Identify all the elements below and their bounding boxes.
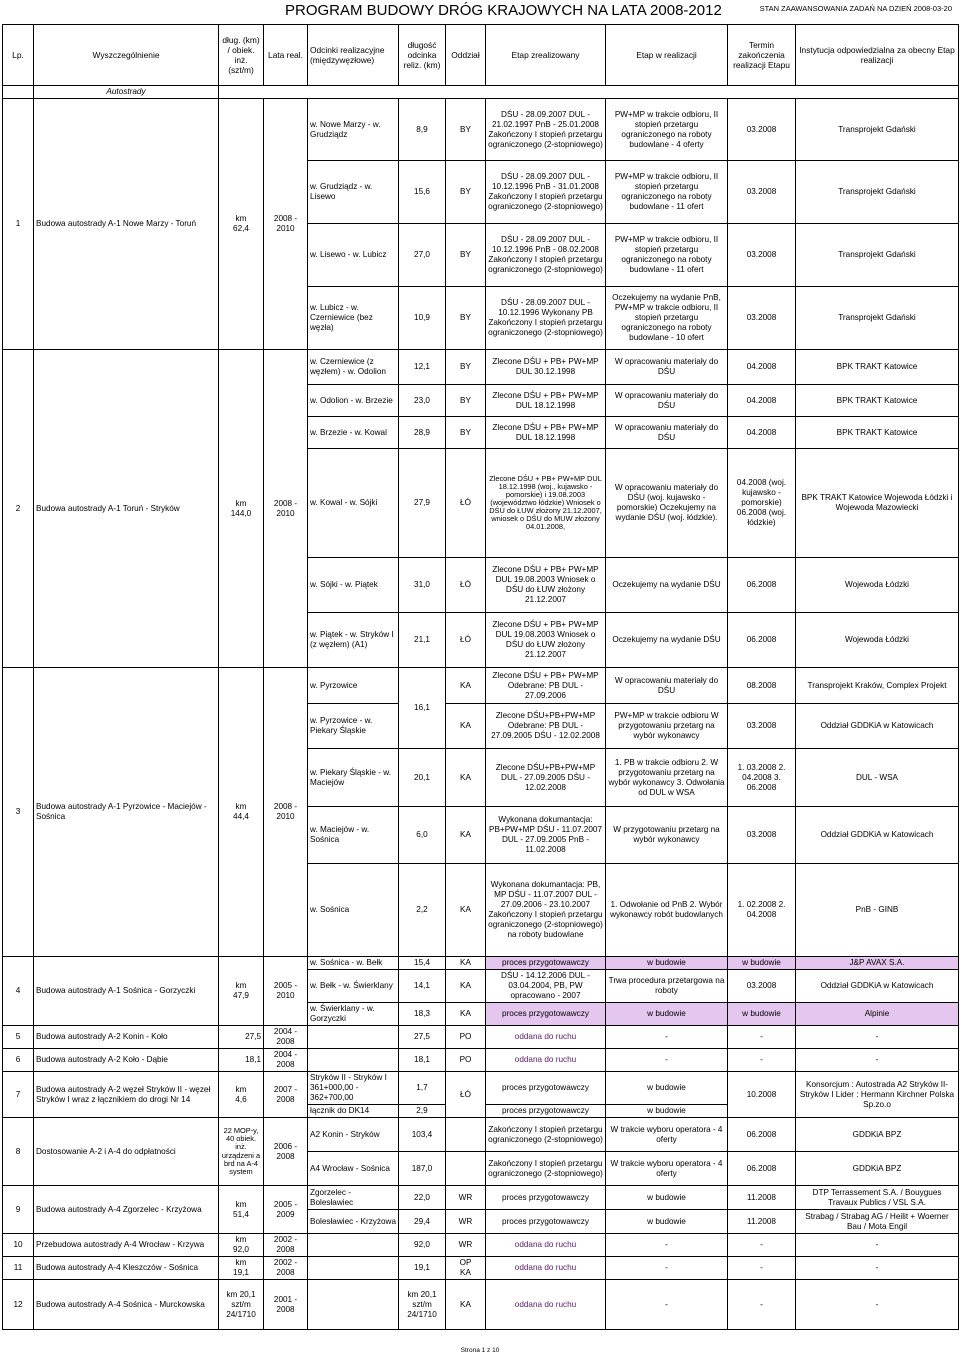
stage-current: - [606, 1280, 728, 1330]
segment: w. Sośnica [308, 864, 399, 957]
table-row [3, 1257, 959, 1280]
len-unit: km [235, 1235, 247, 1244]
table-row [3, 1280, 959, 1330]
deadline: 08.2008 [728, 668, 796, 704]
segment-length: 18,3 [399, 1003, 446, 1026]
branch: BY [446, 350, 486, 385]
deadline: - [728, 1049, 796, 1072]
stage-done: oddana do ruchu [486, 1280, 606, 1330]
stage-done: Zlecone DŚU + PB+ PW+MP DUL 30.12.1998 [486, 350, 606, 385]
deadline: 03.2008 [728, 224, 796, 287]
task-length: 4,6 [235, 1094, 247, 1104]
segment: w. Nowe Marzy - w. Grudziądz [308, 99, 399, 161]
segment-length: 19,1 [399, 1257, 446, 1280]
stage-current: w budowie [606, 1003, 728, 1026]
stage-current: Oczekujemy na wydanie PnB, PW+MP w trakcie odbioru, II stopień przetargu ograniczonego na roboty budowlane - 10 ofert [606, 287, 728, 350]
institution: GDDKiA BPZ [796, 1152, 959, 1186]
segment: w. Brzezie - w. Kowal [308, 417, 399, 449]
institution: Oddział GDDKiA w Katowicach [796, 970, 959, 1003]
task-name: Budowa autostrady A-4 Sośnica - Murckowska [34, 1280, 219, 1330]
years: 2006 - 2008 [264, 1118, 308, 1186]
stage-current: w budowie [606, 1210, 728, 1234]
deadline: 1. 02.2008 2. 04.2008 [728, 864, 796, 957]
institution: - [796, 1280, 959, 1330]
stage-current: W opracowaniu materiały do DŚU [606, 668, 728, 704]
segment: w. Sójki - w. Piątek [308, 558, 399, 613]
stage-done: proces przygotowawczy [486, 1105, 606, 1118]
institution: DUL - WSA [796, 749, 959, 807]
stage-current: W opracowaniu materiały do DŚU (woj. kujawsko - pomorskie) Oczekujemy na wydanie DŚU (woj. łódzkie). [606, 449, 728, 558]
deadline: w budowie [728, 1003, 796, 1026]
page-title: PROGRAM BUDOWY DRÓG KRAJOWYCH NA LATA 2008-2012 [285, 2, 722, 19]
task-length: 27,5 [219, 1026, 264, 1049]
len-unit: km [235, 1258, 247, 1267]
segment: w. Lubicz - w. Czerniewice (bez węzła) [308, 287, 399, 350]
segment: w. Bełk - w. Świerklany [308, 970, 399, 1003]
stage-done: Zlecone DŚU + PB+ PW+MP DUL 19.08.2003 Wniosek o DŚU do ŁUW złożony 21.12.2007 [486, 558, 606, 613]
lp: 8 [3, 1118, 34, 1186]
deadline: 03.2008 [728, 807, 796, 864]
segment-length: 6,0 [399, 807, 446, 864]
years: 2008 - 2010 [264, 350, 308, 668]
branch: KA [446, 749, 486, 807]
stage-current: PW+MP w trakcie odbioru W przygotowaniu przetarg na wybór wykonawcy [606, 704, 728, 749]
stage-current: Oczekujemy na wydanie DŚU [606, 558, 728, 613]
stage-current: w budowie [606, 1186, 728, 1210]
years: 2007 - 2008 [264, 1072, 308, 1118]
stage-current: w budowie [606, 957, 728, 970]
segment-length: 29,4 [399, 1210, 446, 1234]
status-date: STAN ZAAWANSOWANIA ZADAŃ NA DZIEŃ 2008-03-20 [759, 4, 952, 13]
table-row [3, 350, 959, 385]
lp: 10 [3, 1234, 34, 1257]
segment: Bolesławiec - Krzyżowa [308, 1210, 399, 1234]
branch: KA [446, 970, 486, 1003]
lp: 1 [3, 99, 34, 350]
lp: 7 [3, 1072, 34, 1118]
deadline: - [728, 1280, 796, 1330]
stage-current: w budowie [606, 1105, 728, 1118]
branch: BY [446, 287, 486, 350]
segment: w. Kowal - w. Sójki [308, 449, 399, 558]
table-row [3, 1026, 959, 1049]
stage-done: proces przygotowawczy [486, 1186, 606, 1210]
institution: - [796, 1234, 959, 1257]
branch: KA [460, 1268, 471, 1277]
years: 2005 - 2009 [264, 1186, 308, 1234]
institution: J&P AVAX S.A. [796, 957, 959, 970]
lp: 9 [3, 1186, 34, 1234]
deadline: 03.2008 [728, 99, 796, 161]
deadline: 10.2008 [728, 1072, 796, 1118]
roads-table [2, 24, 959, 1330]
stage-current: 1. Odwołanie od PnB 2. Wybór wykonawcy robót budowlanych [606, 864, 728, 957]
institution: Transprojekt Kraków, Complex Projekt [796, 668, 959, 704]
stage-done: Zakończony I stopień przetargu ograniczonego (2-stopniowego) [486, 1152, 606, 1186]
stage-current: - [606, 1257, 728, 1280]
institution: Transprojekt Gdański [796, 99, 959, 161]
segment-length: 2,2 [399, 864, 446, 957]
len-unit: km [235, 1199, 247, 1209]
segment-length: 2,9 [399, 1105, 446, 1118]
stage-done: DŚU - 28.09.2007 DUL - 10.12.1996 PnB - 08.02.2008 Zakończony I stopień przetargu ograniczonego (2-stopniowego) [486, 224, 606, 287]
stage-done: oddana do ruchu [486, 1257, 606, 1280]
institution: GDDKiA BPZ [796, 1118, 959, 1152]
task-name: Budowa autostrady A-1 Sośnica - Gorzyczki [34, 957, 219, 1026]
segment-length: 103,4 [399, 1118, 446, 1152]
col-odcinki: Odcinki realizacyjne (międzywęzłowe) [308, 25, 399, 86]
task-name: Budowa autostrady A-2 Koło - Dąbie [34, 1049, 219, 1072]
segment-length: 20,1 [399, 749, 446, 807]
segment: w. Odolion - w. Brzezie [308, 385, 399, 417]
years: 2004 - 2008 [264, 1026, 308, 1049]
segment: A4 Wrocław - Sośnica [308, 1152, 399, 1186]
task-name: Przebudowa autostrady A-4 Wrocław - Krzywa [34, 1234, 219, 1257]
stage-done: DŚU - 28.09.2007 DUL - 21.02.1997 PnB - 25.01.2008 Zakończony I stopień przetargu ograniczonego (2-stopniowego) [486, 99, 606, 161]
lp: 2 [3, 350, 34, 668]
len-unit: km [235, 498, 247, 508]
branch: PO [446, 1049, 486, 1072]
branch: WR [446, 1186, 486, 1210]
segment-length: 14,1 [399, 970, 446, 1003]
stage-done: DŚU - 28.09.2007 DUL - 10.12.1996 PnB - 31.01.2008 Zakończony I stopień przetargu ograniczonego (2-stopniowego) [486, 161, 606, 224]
stage-current: W trakcie wyboru operatora - 4 oferty [606, 1118, 728, 1152]
task-length: 18,1 [219, 1049, 264, 1072]
segment-length: 31,0 [399, 558, 446, 613]
col-instytucja: Instytucja odpowiedzialna za obecny Etap realizacji [796, 25, 959, 86]
years: 2008 - 2010 [264, 668, 308, 957]
branch: ŁÓ [446, 1072, 486, 1118]
col-dlugosc: dług. (km) / obiek. inż. (szt/m) [219, 25, 264, 86]
years: 2002 - 2008 [264, 1234, 308, 1257]
task-name: Budowa autostrady A-1 Toruń - Stryków [34, 350, 219, 668]
institution: - [796, 1026, 959, 1049]
lp: 6 [3, 1049, 34, 1072]
segment: w. Lisewo - w. Lubicz [308, 224, 399, 287]
stage-done: oddana do ruchu [486, 1234, 606, 1257]
task-length: km 20,1 szt/m 24/1710 [219, 1280, 264, 1330]
table-row [3, 99, 959, 161]
stage-done: DŚU - 14.12.2006 DUL - 03.04.2004, PB, PW opracowano - 2007 [486, 970, 606, 1003]
branch: ŁÓ [446, 558, 486, 613]
task-length: 44,4 [233, 812, 249, 821]
deadline: 06.2008 [728, 558, 796, 613]
segment: A2 Konin - Stryków [308, 1118, 399, 1152]
stage-current: W opracowaniu materiały do DŚU [606, 350, 728, 385]
institution: Alpinie [796, 1003, 959, 1026]
stage-current: - [606, 1234, 728, 1257]
deadline: 03.2008 [728, 970, 796, 1003]
institution: Wojewoda Łódzki [796, 613, 959, 668]
stage-done: proces przygotowawczy [486, 1210, 606, 1234]
deadline: 03.2008 [728, 161, 796, 224]
table-row [3, 668, 959, 704]
deadline: 06.2008 [728, 1152, 796, 1186]
deadline: 04.2008 [728, 385, 796, 417]
task-name: Dostosowanie A-2 i A-4 do odpłatności [34, 1118, 219, 1186]
deadline: 04.2008 [728, 417, 796, 449]
institution: Oddział GDDKiA w Katowicach [796, 807, 959, 864]
stage-current: - [606, 1049, 728, 1072]
stage-done: proces przygotowawczy [486, 1003, 606, 1026]
task-name: Budowa autostrady A-4 Kleszczów - Sośnica [34, 1257, 219, 1280]
segment-length: 92,0 [399, 1234, 446, 1257]
segment-length: 27,0 [399, 224, 446, 287]
stage-done: oddana do ruchu [486, 1026, 606, 1049]
task-name: Budowa autostrady A-1 Nowe Marzy - Toruń [34, 99, 219, 350]
segment: Zgorzelec - Bolesławiec [308, 1186, 399, 1210]
task-length: 92,0 [233, 1245, 249, 1254]
institution: DTP Terrassement S.A. / Bouygues Travaux Publics / VSL S.A. [796, 1186, 959, 1210]
branch: PO [446, 1026, 486, 1049]
stage-current: W opracowaniu materiały do DŚU [606, 385, 728, 417]
institution: BPK TRAKT Katowice [796, 385, 959, 417]
stage-current: Oczekujemy na wydanie DŚU [606, 613, 728, 668]
col-etap-w-realizacji: Etap w realizacji [606, 25, 728, 86]
deadline: 03.2008 [728, 704, 796, 749]
stage-done: Zlecone DŚU + PB+ PW+MP Odebrane: PB DUL - 27.09.2006 [486, 668, 606, 704]
lp: 5 [3, 1026, 34, 1049]
branch: BY [446, 161, 486, 224]
institution: BPK TRAKT Katowice [796, 350, 959, 385]
task-length: 22 MOP-y, 40 obiek. inż. urządzeni a brd na A-4 system [219, 1118, 264, 1186]
segment-length: 27,9 [399, 449, 446, 558]
segment: w. Grudziądz - w. Lisewo [308, 161, 399, 224]
segment: w. Piątek - w. Stryków I (z węzłem) (A1) [308, 613, 399, 668]
col-etap-zrealizowany: Etap zrealizowany [486, 25, 606, 86]
segment-length: 1,7 [399, 1072, 446, 1105]
branch: OP [459, 1258, 472, 1267]
years: 2008 - 2010 [264, 99, 308, 350]
len-unit: km [235, 802, 247, 811]
branch: KA [446, 807, 486, 864]
lp: 4 [3, 957, 34, 1026]
branch: BY [446, 385, 486, 417]
task-name: Budowa autostrady A-4 Zgorzelec - Krzyżowa [34, 1186, 219, 1234]
segment-length: 10,9 [399, 287, 446, 350]
stage-done: DŚU - 28.09.2007 DUL - 10.12.1996 Wykonany PB Zakończony I stopień przetargu ograniczonego (2-stopniowego) [486, 287, 606, 350]
institution: Transprojekt Gdański [796, 161, 959, 224]
col-lp: Lp. [3, 25, 34, 86]
lp: 3 [3, 668, 34, 957]
stage-done: proces przygotowawczy [486, 1072, 606, 1105]
table-row [3, 1186, 959, 1210]
col-oddzial: Oddział [446, 25, 486, 86]
segment-length: 28,9 [399, 417, 446, 449]
stage-done: Wykonana dokumantacja: PB, MP DŚU - 11.07.2007 DUL - 27.09.2006 - 23.10.2007 Zakończony I stopień przetargu ograniczonego (2-stopniowego) na roboty budowlane [486, 864, 606, 957]
years: 2004 - 2008 [264, 1049, 308, 1072]
table-row [3, 1072, 959, 1105]
segment-length: 15,4 [399, 957, 446, 970]
deadline: 04.2008 [728, 350, 796, 385]
institution: BPK TRAKT Katowice Wojewoda Łódzki i Wojewoda Mazowiecki [796, 449, 959, 558]
stage-done: Zlecone DŚU+PB+PW+MP Odebrane: PB DUL - 27.09.2005 DŚU - 12.02.2008 [486, 704, 606, 749]
branch: WR [446, 1210, 486, 1234]
segment-length: 21,1 [399, 613, 446, 668]
branch: KA [446, 957, 486, 970]
institution: Konsorcjum : Autostrada A2 Stryków II-Stryków I Lider : Hermann Kirchner Polska Sp.zo.o [796, 1072, 959, 1118]
table-row [3, 957, 959, 970]
branch: WR [446, 1234, 486, 1257]
stage-done: Zlecone DŚU + PB+ PW+MP DUL 19.08.2003 Wniosek o DŚU do ŁUW złożony 21.12.2007 [486, 613, 606, 668]
segment: w. Pyrzowice [308, 668, 399, 704]
len-unit: km [235, 981, 247, 990]
deadline: 03.2008 [728, 287, 796, 350]
deadline: w budowie [728, 957, 796, 970]
institution: - [796, 1257, 959, 1280]
segment-length: 8,9 [399, 99, 446, 161]
stage-current: W trakcie wyboru operatora - 4 oferty [606, 1152, 728, 1186]
branch: KA [446, 864, 486, 957]
stage-current: Trwa procedura przetargowa na roboty [606, 970, 728, 1003]
institution: - [796, 1049, 959, 1072]
branch [446, 1118, 486, 1152]
stage-done: Zlecone DŚU+PB+PW+MP DUL - 27.09.2005 DŚU - 12.02.2008 [486, 749, 606, 807]
col-lata: Lata real. [264, 25, 308, 86]
branch: BY [446, 417, 486, 449]
institution: Transprojekt Gdański [796, 224, 959, 287]
years: 2002 - 2008 [264, 1257, 308, 1280]
branch: KA [446, 668, 486, 704]
deadline: - [728, 1257, 796, 1280]
task-length: 19,1 [233, 1268, 249, 1277]
stage-current: PW+MP w trakcie odbioru, II stopień przetargu ograniczonego na roboty budowlane - 11 ofert [606, 224, 728, 287]
institution: Oddział GDDKiA w Katowicach [796, 704, 959, 749]
stage-current: w budowie [606, 1072, 728, 1105]
segment: łącznik do DK14 [308, 1105, 399, 1118]
segment: w. Sośnica - w. Bełk [308, 957, 399, 970]
segment-length: 18,1 [399, 1049, 446, 1072]
segment: w. Pyrzowice - w. Piekary Śląskie [308, 704, 399, 749]
segment-length: km 20,1 szt/m 24/1710 [399, 1280, 446, 1330]
task-length: 47,9 [233, 991, 249, 1000]
stage-done: Zakończony I stopień przetargu ograniczonego (2-stopniowego) [486, 1118, 606, 1152]
segment-length: 23,0 [399, 385, 446, 417]
years: 2005 - 2010 [264, 957, 308, 1026]
stage-current: W opracowaniu materiały do DŚU [606, 417, 728, 449]
col-wyszczegolnienie: Wyszczególnienie [34, 25, 219, 86]
task-name: Budowa autostrady A-2 Konin - Koło [34, 1026, 219, 1049]
stage-current: PW+MP w trakcie odbioru, II stopień przetargu ograniczonego na roboty budowlane - 11 ofert [606, 161, 728, 224]
stage-done: Zlecone DŚU + PB+ PW+MP DUL 18.12.1998 [486, 385, 606, 417]
segment: Stryków II - Stryków I 361+000,00 - 362+700,00 [308, 1072, 399, 1105]
deadline: 06.2008 [728, 613, 796, 668]
institution: Strabag / Strabag AG / Heilit + Woerner Bau / Mota Engil [796, 1210, 959, 1234]
branch: ŁÓ [446, 449, 486, 558]
table-row [3, 1049, 959, 1072]
stage-current: W przygotowaniu przetarg na wybór wykonawcy [606, 807, 728, 864]
branch: ŁÓ [446, 613, 486, 668]
stage-done: Zlecone DŚU + PB+ PW+MP DUL 18.12.1998 [486, 417, 606, 449]
task-name: Budowa autostrady A-2 węzeł Stryków II - węzeł Stryków I wraz z łącznikiem do drogi Nr 14 [34, 1072, 219, 1118]
institution: PnB - GINB [796, 864, 959, 957]
table-row [3, 1118, 959, 1152]
segment-length: 15,6 [399, 161, 446, 224]
len-unit: km [235, 214, 247, 223]
segment-length: 22,0 [399, 1186, 446, 1210]
task-length: 62,4 [233, 224, 249, 233]
segment: w. Świerklany - w. Gorzyczki [308, 1003, 399, 1026]
stage-current: - [606, 1026, 728, 1049]
stage-done: oddana do ruchu [486, 1049, 606, 1072]
segment-length: 16,1 [399, 668, 446, 749]
institution: BPK TRAKT Katowice [796, 417, 959, 449]
table-row [3, 1234, 959, 1257]
deadline: - [728, 1234, 796, 1257]
branch: BY [446, 99, 486, 161]
task-length: 144,0 [230, 508, 252, 518]
stage-current: 1. PB w trakcie odbioru 2. W przygotowaniu przetarg na wybór wykonawcy 3. Odwołania od DUL w WSA [606, 749, 728, 807]
lp: 11 [3, 1257, 34, 1280]
segment-length: 187,0 [399, 1152, 446, 1186]
lp: 12 [3, 1280, 34, 1330]
branch: KA [446, 1003, 486, 1026]
institution: Transprojekt Gdański [796, 287, 959, 350]
page-footer: Strona 1 z 10 [460, 1347, 500, 1354]
deadline: 11.2008 [728, 1186, 796, 1210]
deadline: 06.2008 [728, 1118, 796, 1152]
segment: w. Czerniewice (z węzłem) - w. Odolion [308, 350, 399, 385]
segment-length: 12,1 [399, 350, 446, 385]
institution: Wojewoda Łódzki [796, 558, 959, 613]
branch [446, 1152, 486, 1186]
years: 2001 - 2008 [264, 1280, 308, 1330]
deadline: 04.2008 (woj. kujawsko - pomorskie) 06.2008 (woj. łódzkie) [728, 449, 796, 558]
len-unit: km [235, 1084, 247, 1094]
stage-done: Wykonana dokumantacja: PB+PW+MP DŚU - 11.07.2007 DUL - 27.09.2005 PnB - 11.02.2008 [486, 807, 606, 864]
task-length: 51,4 [233, 1209, 249, 1219]
deadline: 11.2008 [728, 1210, 796, 1234]
stage-done: Zlecone DŚU + PB+ PW+MP DUL 18.12.1998 (woj., kujawsko - pomorskie) i 19.08.2003 (województwo łódzkie) Wniosek o DŚU do ŁUW złożony 21.12.2007, wniosek o DŚU do MUW złożony 04.01.2008, [486, 449, 606, 558]
stage-done: proces przygotowawczy [486, 957, 606, 970]
col-dlugosc-odcinka: długość odcinka reliz. (km) [399, 25, 446, 86]
deadline: 1. 03.2008 2. 04.2008 3. 06.2008 [728, 749, 796, 807]
deadline: - [728, 1026, 796, 1049]
branch: KA [446, 1280, 486, 1330]
table-header [3, 25, 959, 86]
segment: w. Piekary Śląskie - w. Maciejów [308, 749, 399, 807]
col-termin: Termin zakończenia realizacji Etapu [728, 25, 796, 86]
task-name: Budowa autostrady A-1 Pyrzowice - Maciejów - Sośnica [34, 668, 219, 957]
stage-current: PW+MP w trakcie odbioru, II stopień przetargu ograniczonego na roboty budowlane - 4 oferty [606, 99, 728, 161]
branch: BY [446, 224, 486, 287]
segment: w. Maciejów - w. Sośnica [308, 807, 399, 864]
branch: KA [446, 704, 486, 749]
section-label: Autostrady [34, 86, 219, 99]
segment-length: 27,5 [399, 1026, 446, 1049]
